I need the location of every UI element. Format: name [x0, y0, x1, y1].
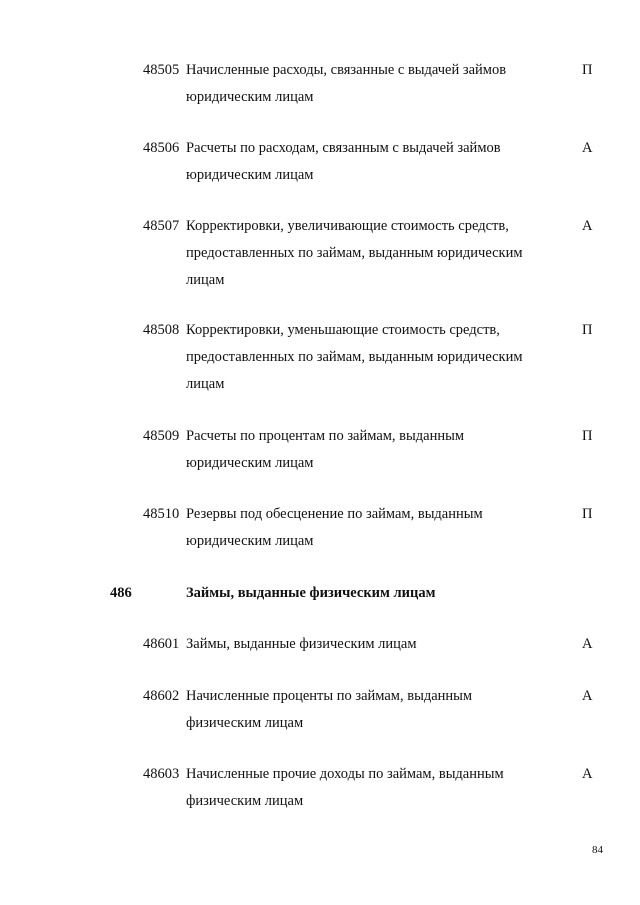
account-code: 48507 — [143, 218, 180, 234]
description-line: Начисленные расходы, связанные с выдачей займов — [186, 62, 507, 78]
description-line: Расчеты по процентам по займам, выданным — [186, 428, 465, 444]
account-description — [186, 501, 546, 555]
account-type-flag: А — [582, 636, 593, 652]
description-line: Расчеты по расходам, связанным с выдачей займов — [186, 140, 501, 156]
account-code: 48506 — [143, 140, 180, 156]
account-description — [186, 631, 546, 658]
account-code: 48603 — [143, 766, 180, 782]
account-type-flag: А — [582, 766, 593, 782]
description-line: физическим лицам — [186, 793, 304, 809]
description-line: физическим лицам — [186, 715, 304, 731]
description-line: Займы, выданные физическим лицам — [186, 636, 417, 652]
account-code: 48508 — [143, 322, 180, 338]
description-line: Корректировки, уменьшающие стоимость средств, — [186, 322, 500, 338]
section-title: Займы, выданные физическим лицам — [186, 585, 436, 601]
account-description — [186, 57, 546, 111]
description-line: юридическим лицам — [186, 533, 314, 549]
account-code: 48601 — [143, 636, 180, 652]
description-line: юридическим лицам — [186, 455, 314, 471]
account-type-flag: А — [582, 140, 593, 156]
account-type-flag: П — [582, 506, 593, 522]
description-line: Корректировки, увеличивающие стоимость средств, — [186, 218, 509, 234]
account-description — [186, 317, 546, 398]
description-line: Резервы под обесценение по займам, выданным — [186, 506, 483, 522]
account-code: 48510 — [143, 506, 180, 522]
account-code: 48509 — [143, 428, 180, 444]
account-description — [186, 135, 546, 189]
description-line: лицам — [186, 272, 225, 288]
description-line: Начисленные проценты по займам, выданным — [186, 688, 473, 704]
account-type-flag: П — [582, 428, 593, 444]
description-line: лицам — [186, 376, 225, 392]
account-description — [186, 213, 546, 294]
account-description — [186, 683, 546, 737]
account-code: 48505 — [143, 62, 180, 78]
account-type-flag: А — [582, 218, 593, 234]
account-description — [186, 423, 546, 477]
description-line: предоставленных по займам, выданным юридическим — [186, 349, 523, 365]
section-code: 486 — [110, 585, 132, 601]
description-line: юридическим лицам — [186, 89, 314, 105]
description-line: юридическим лицам — [186, 167, 314, 183]
account-type-flag: П — [582, 322, 593, 338]
account-type-flag: П — [582, 62, 593, 78]
account-description — [186, 761, 546, 815]
page-number: 84 — [592, 844, 603, 856]
account-type-flag: А — [582, 688, 593, 704]
description-line: предоставленных по займам, выданным юридическим — [186, 245, 523, 261]
description-line: Начисленные прочие доходы по займам, выданным — [186, 766, 504, 782]
account-code: 48602 — [143, 688, 180, 704]
